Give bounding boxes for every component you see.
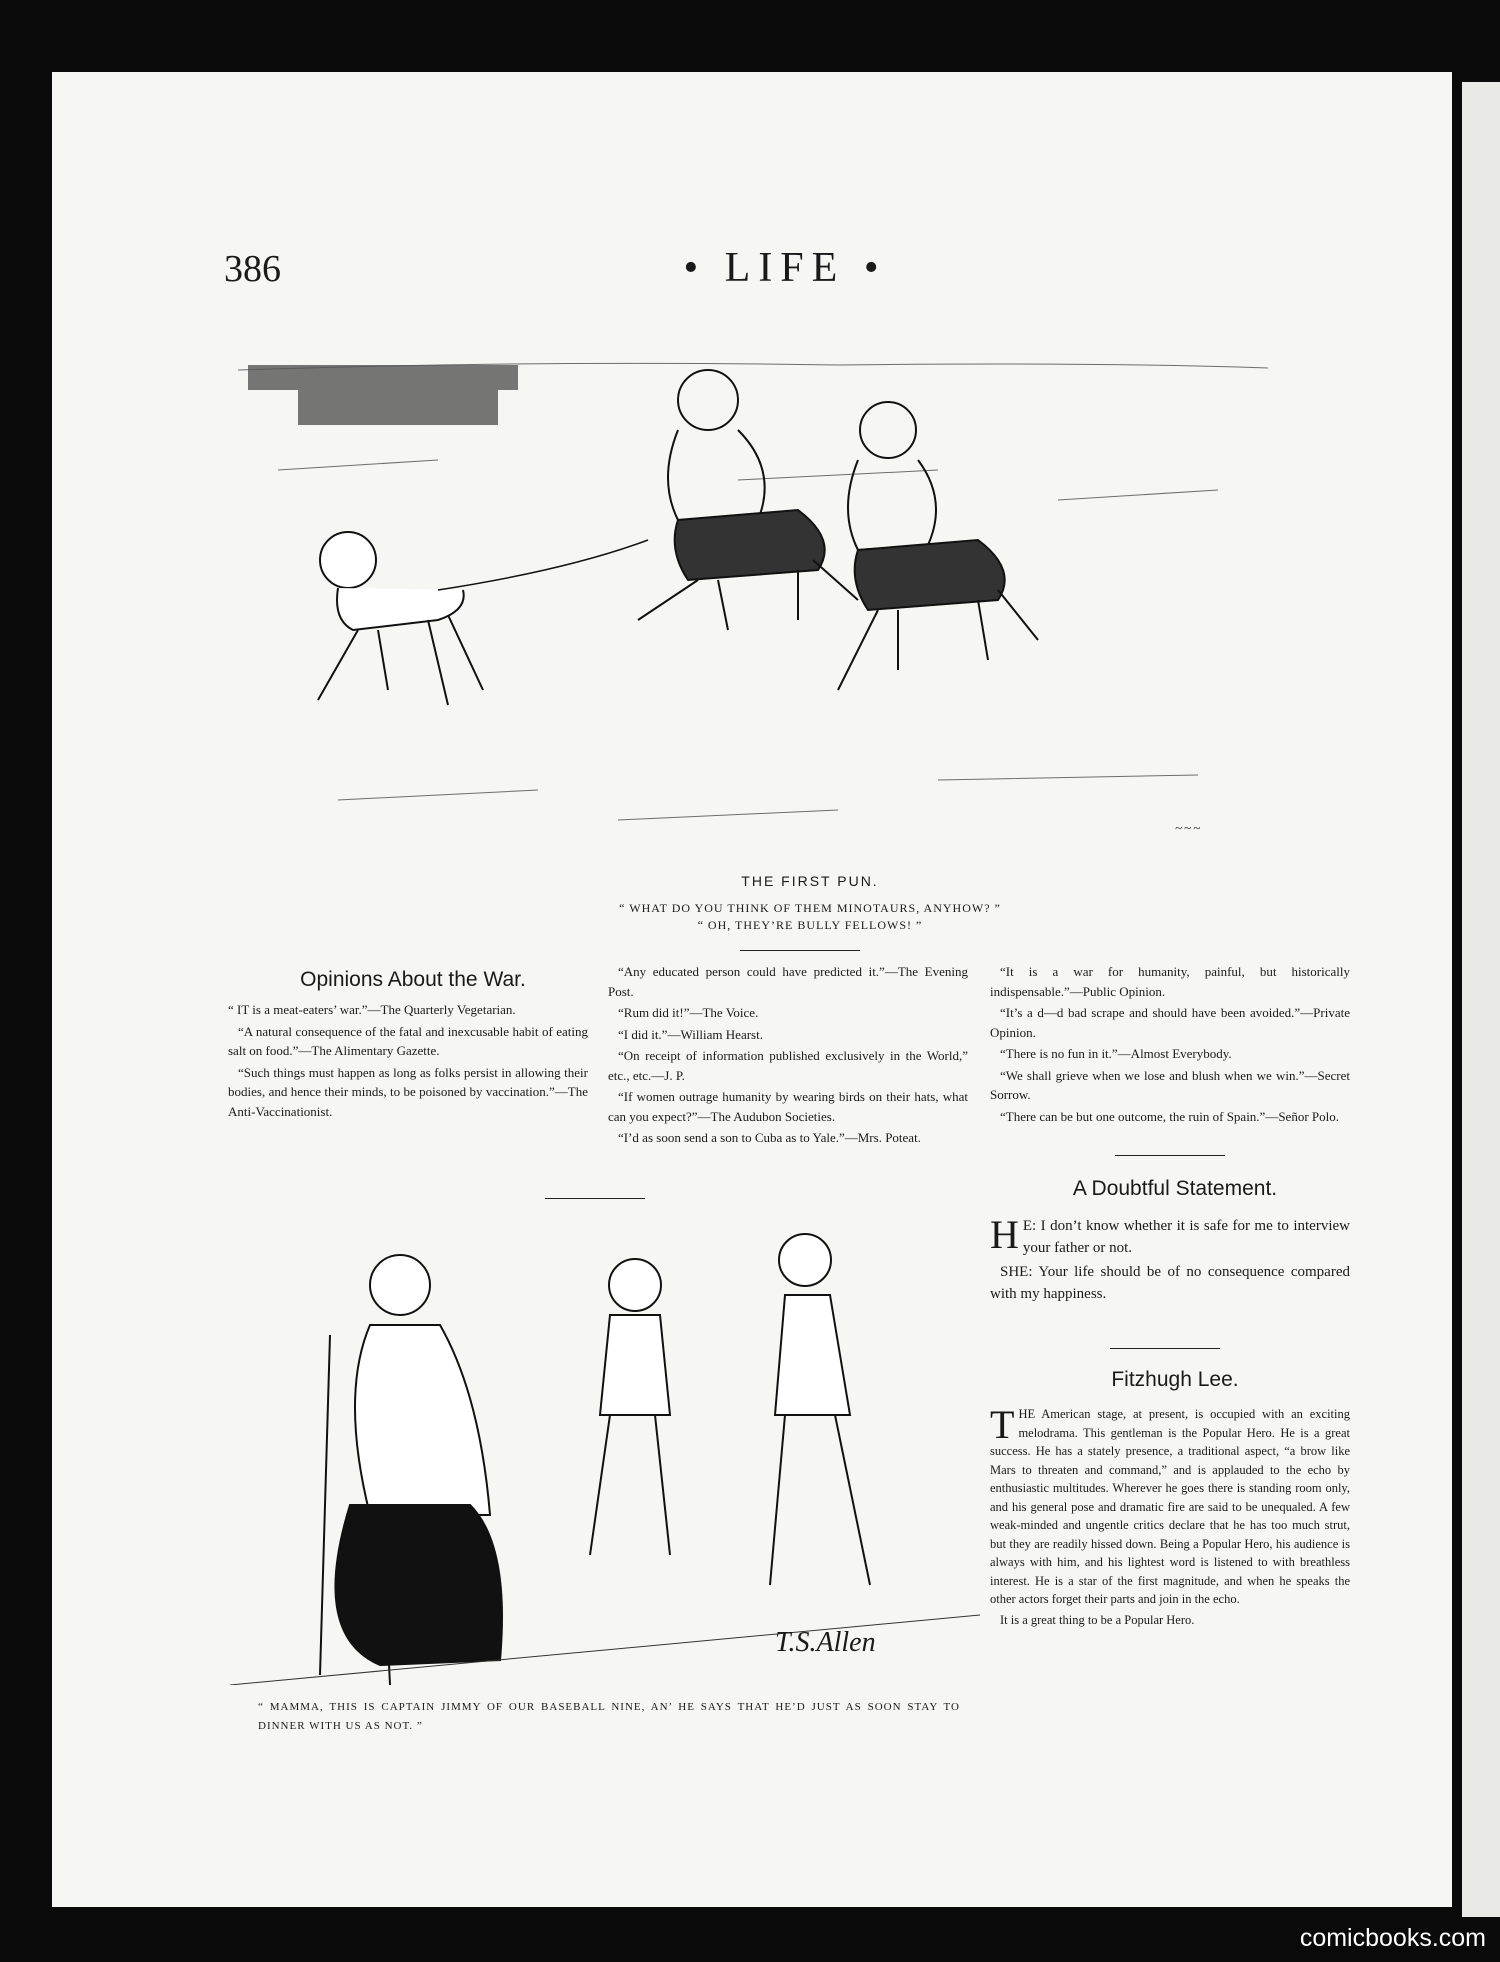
war-quote: “I’d as soon send a son to Cuba as to Yale.”—Mrs. Poteat. [618, 1130, 921, 1145]
war-quote: “Such things must happen as long as folks persist in allowing their bodies, and hence their minds, to be poisoned by vaccination.”—The Anti-Vaccinationist. [228, 1064, 588, 1119]
centaur-cartoon-illustration [238, 320, 1268, 850]
war-quote: “A natural consequence of the fatal and inexcusable habit of eating salt on food.”—The Alimentary Gazette. [228, 1023, 588, 1058]
war-quote: “On receipt of information published exclusively in the World,” etc., etc.—J. P. [608, 1048, 968, 1083]
war-column-2 [608, 962, 968, 1150]
mother-seated-figure [320, 1255, 502, 1685]
war-quote: “It’s a d—d bad scrape and should have been avoided.”—Private Opinion. [990, 1005, 1350, 1040]
war-column-1 [228, 1000, 588, 1123]
cartoon-title: THE FIRST PUN. [741, 873, 879, 889]
adjacent-page-edge [1462, 82, 1500, 1917]
he-line: H E: I don’t know whether it is safe for me to interview your father or not. [990, 1212, 1350, 1257]
war-quote: “I did it.”—William Hearst. [618, 1026, 763, 1042]
section-heading-war: Opinions About the War. [300, 968, 526, 991]
war-column-3 [990, 962, 1350, 1128]
divider [1115, 1155, 1225, 1156]
boy-figure [590, 1259, 670, 1555]
fitzhugh-closing: It is a great thing to be a Popular Hero. [1000, 1612, 1195, 1627]
war-quote: “We shall grieve when we lose and blush when we win.”—Secret Sorrow. [990, 1067, 1350, 1102]
dialogue-line-2: “ OH, THEY’RE BULLY FELLOWS! ” [697, 918, 923, 932]
cartoon-caption: “ MAMMA, THIS IS CAPTAIN JIMMY OF OUR BASEBALL NINE, AN’ HE SAYS THAT HE’D JUST AS SOON STAY TO DINNER WITH US AS NOT. ” [258, 1701, 960, 1732]
fitzhugh-text [990, 1402, 1350, 1631]
war-quote: “Any educated person could have predicted it.”—The Evening Post. [608, 964, 968, 999]
baby-centaur-figure [318, 532, 483, 705]
dog-pack-figures [248, 365, 518, 425]
section-heading-doubtful: A Doubtful Statement. [1072, 1177, 1278, 1200]
watermark: comicbooks.com [1299, 1924, 1486, 1952]
family-dinner-cartoon-illustration [230, 1215, 980, 1685]
second-centaur-figure [838, 402, 1038, 690]
dialogue-line-1: “ WHAT DO YOU THINK OF THEM MINOTAURS, ANYHOW? ” [619, 901, 1001, 915]
divider [740, 950, 860, 951]
cartoon-dialogue [470, 900, 1150, 934]
page-number: 386 [224, 248, 281, 290]
illustrator-signature-top: ~~~ [1175, 820, 1203, 835]
drop-cap: T [990, 1402, 1015, 1447]
war-quote: “There can be but one outcome, the ruin of Spain.”—Señor Polo. [1000, 1108, 1339, 1124]
war-quote: “There is no fun in it.”—Almost Everybody. [1000, 1046, 1232, 1061]
war-quote: “ IT is a meat-eaters’ war.”—The Quarterly Vegetarian. [228, 1002, 516, 1017]
illustrator-signature: T.S.Allen [775, 1627, 876, 1658]
divider [545, 1198, 645, 1199]
war-quote: “It is a war for humanity, painful, but historically indispensable.”—Public Opinion. [990, 964, 1350, 999]
doubtful-text [990, 1212, 1350, 1307]
first-centaur-figure [638, 370, 858, 630]
fitzhugh-paragraph: THE American stage, at present, is occupied with an exciting melodrama. This gentleman is the Popular Hero. He is a great success. He has a stately presence, a traditional aspect, “a brow like Mars to threaten and command,” and is applauded to the echo by enthusiastic multitudes. Wherever he goes there is standing room only, and his general pose and dramatic fire are said to be unequaled. A few weak-minded and ungentle critics declare that he has too much strut, but they are readily hissed down. Being a Popular Hero, his audience is always with him, and his lightest word is listened to with breathless interest. He is a star of the first magnitude, and when he speaks the other actors forget their parts and join in the echo. [990, 1402, 1350, 1606]
drop-cap: H [990, 1212, 1019, 1257]
captain-jimmy-figure [770, 1234, 870, 1585]
she-line: SHE: Your life should be of no consequence compared with my happiness. [990, 1264, 1350, 1302]
section-heading-fitzhugh: Fitzhugh Lee. [1111, 1368, 1239, 1391]
war-quote: “If women outrage humanity by wearing birds on their hats, what can you expect?”—The Audubon Societies. [608, 1089, 968, 1124]
masthead: • LIFE • [683, 245, 887, 291]
war-quote: “Rum did it!”—The Voice. [618, 1005, 759, 1020]
divider [1110, 1348, 1220, 1349]
